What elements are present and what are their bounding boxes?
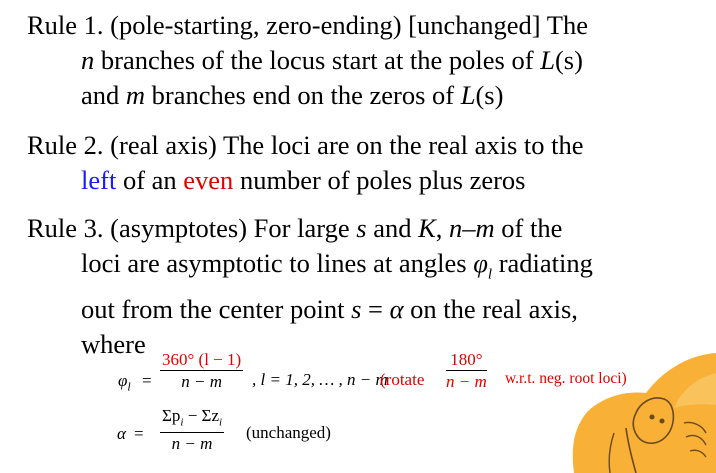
rule-3-heading: Rule 3. (asymptotes) For large s and K, n–m of the — [27, 213, 563, 243]
eq1-rotate-denominator: n − m — [446, 372, 487, 391]
rule-1-line-2: n branches of the locus start at the poles of L(s) — [81, 45, 583, 75]
eq2-equals: = — [134, 424, 144, 443]
rule-3-line-4: where — [81, 329, 146, 360]
eq2-denominator: n − m — [171, 434, 213, 454]
rule-1 — [27, 8, 707, 113]
even-word: even — [183, 165, 234, 195]
rule-2 — [27, 128, 707, 198]
rule-3-line-3: out from the center point s = α on the real axis, — [81, 294, 578, 325]
rule-2-heading: Rule 2. (real axis) The loci are on the real axis to the — [27, 130, 584, 160]
eq1-denominator: n − m — [181, 372, 222, 391]
eq1-numerator: 360° (l − 1) — [162, 350, 242, 369]
eq1-rotate-numerator: 180° — [446, 350, 487, 371]
rule-1-line-3: and m branches end on the zeros of L(s) — [81, 80, 504, 110]
rule-2-line-2: left of an even number of poles plus zeros — [81, 165, 526, 195]
eq1-fraction — [160, 350, 243, 393]
left-word: left — [81, 165, 117, 195]
rule-3-line-2: loci are asymptotic to lines at angles $\varphi_l$ radiating — [81, 248, 593, 283]
eq2-numerator: $\Sigma p_i - \Sigma z_i$ — [160, 406, 224, 433]
eq1-condition: , l = 1, 2, … , n − m — [252, 370, 388, 389]
eq2-lhs: α — [117, 424, 126, 443]
eq1-equals: = — [142, 371, 152, 390]
eq1-lhs: $\varphi_l$ — [118, 371, 131, 394]
eq2-fraction — [160, 406, 224, 455]
eq2-note: (unchanged) — [246, 423, 331, 442]
eq1-wrt: w.r.t. neg. root loci) — [505, 370, 627, 387]
rule-1-heading: Rule 1. (pole-starting, zero-ending) [unchanged] The — [27, 10, 588, 40]
eq1-rotate: (rotate — [380, 370, 425, 389]
eq1-rotate-fraction — [446, 350, 487, 393]
cartoon-mascot-illustration — [566, 333, 716, 473]
